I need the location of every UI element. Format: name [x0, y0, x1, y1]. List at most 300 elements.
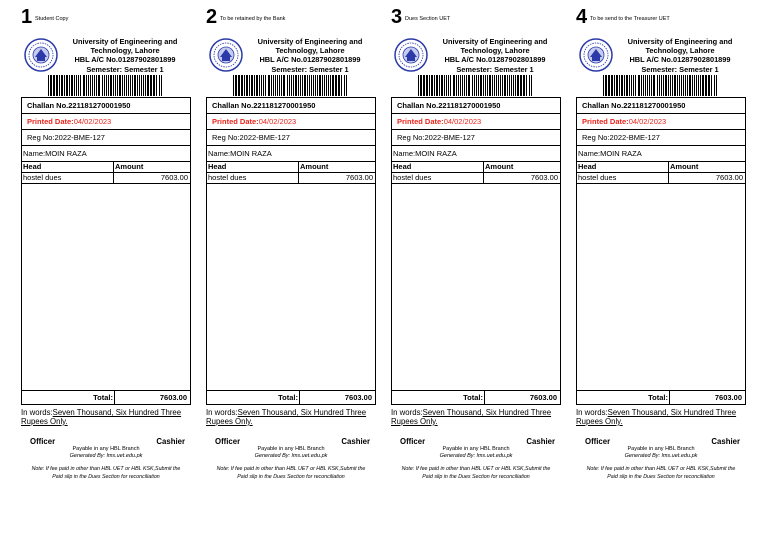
university-logo-icon [24, 38, 58, 72]
reg-number: Reg No:2022-BME-127 [577, 130, 745, 146]
note-line1: Note: If fee paid in other than HBL UET or HBL KSK,Submit the [216, 466, 366, 472]
copy-number: 3 [391, 6, 403, 28]
fee-head: hostel dues [577, 173, 669, 183]
barcode-bar [281, 75, 282, 96]
table-header [207, 162, 375, 173]
semester: Semester: Semester 1 [456, 64, 534, 74]
fee-head: hostel dues [22, 173, 114, 183]
barcode-bar [88, 75, 89, 96]
barcode-bar [141, 75, 142, 96]
total-amount: 7603.00 [344, 393, 372, 402]
barcode-bar [56, 75, 58, 96]
barcode-bar [104, 75, 105, 96]
barcode-bar [322, 75, 323, 96]
barcode-bar [423, 75, 425, 96]
barcode-bar [74, 75, 75, 96]
generated-by: Generated By: lms.uet.edu.pk [439, 453, 513, 459]
barcode-bar [643, 75, 644, 96]
barcode-bar [341, 75, 342, 96]
barcode-bar [313, 75, 314, 96]
cashier-signature-label: Cashier [711, 437, 740, 446]
blank-area [22, 184, 190, 391]
barcode-bar [153, 75, 155, 96]
barcode-bar [694, 75, 695, 96]
note-line2: Paid slip in the Dues Section for reconciliation [607, 473, 715, 480]
university-logo-icon [394, 38, 428, 72]
barcode-bar [295, 75, 297, 96]
printed-date-value: 04/02/2023 [258, 117, 297, 126]
barcode-bar [641, 75, 642, 96]
words-label: In words: [391, 408, 423, 417]
challan-box [391, 97, 561, 405]
blank-area [577, 184, 745, 391]
printed-date [577, 114, 745, 130]
barcode-bar [702, 75, 704, 96]
words-label: In words: [206, 408, 238, 417]
barcode-bar [90, 75, 91, 96]
printed-date-value: 04/02/2023 [443, 117, 482, 126]
student-name: Name:MOIN RAZA [577, 146, 745, 162]
university-name-line2: Technology, Lahore [275, 46, 345, 56]
total-amount: 7603.00 [529, 393, 557, 402]
barcode-bar [708, 75, 710, 96]
university-name-line1: University of Engineering and [442, 37, 548, 46]
barcode-bar [429, 75, 430, 96]
university-name-line1: University of Engineering and [72, 37, 178, 46]
barcode-bar [113, 75, 114, 96]
university-logo-icon [209, 38, 243, 72]
total-row [392, 391, 560, 404]
amount-column-header: Amount [300, 162, 329, 171]
barcode-bar [492, 75, 493, 96]
barcode-bar [119, 75, 121, 96]
barcode-bar [679, 75, 680, 96]
barcode-bar [338, 75, 340, 96]
note-line1: Note: If fee paid in other than HBL UET or HBL KSK,Submit the [586, 466, 736, 472]
barcode-bar [466, 75, 467, 96]
barcode-bar [418, 75, 419, 96]
total-row [577, 391, 745, 404]
words-line1: Seven Thousand, Six Hundred Three [237, 408, 367, 417]
reg-number: Reg No:2022-BME-127 [207, 130, 375, 146]
barcode-bar [624, 75, 625, 96]
barcode-bar [246, 75, 248, 96]
fee-head: hostel dues [392, 173, 484, 183]
payable-note: Payable in any HBL Branch [442, 446, 510, 452]
amount-in-words [576, 408, 746, 426]
barcode [602, 75, 720, 96]
barcode-bar [319, 75, 321, 96]
reconciliation-note [21, 466, 191, 481]
barcode-bar [128, 75, 129, 96]
barcode-bar [483, 75, 484, 96]
barcode-bar [98, 75, 100, 96]
challan-box [206, 97, 376, 405]
barcode-bar [608, 75, 610, 96]
barcode-bar [631, 75, 632, 96]
table-row [207, 173, 375, 184]
note-line2: Paid slip in the Dues Section for reconciliation [52, 473, 160, 480]
barcode-bar [283, 75, 285, 96]
barcode-bar [261, 75, 262, 96]
words-line1: Seven Thousand, Six Hundred Three [607, 408, 737, 417]
reconciliation-note [391, 466, 561, 481]
total-label: Total: [392, 391, 485, 404]
generated-by: Generated By: lms.uet.edu.pk [69, 453, 143, 459]
barcode-bar [86, 75, 87, 96]
challan-number: Challan No.221181270001950 [22, 98, 190, 114]
barcode [47, 75, 165, 96]
payable-note: Payable in any HBL Branch [627, 446, 695, 452]
barcode-bar [605, 75, 607, 96]
barcode-bar [130, 75, 131, 96]
barcode-bar [635, 75, 636, 96]
amount-in-words [391, 408, 561, 426]
challan-number: Challan No.221181270001950 [207, 98, 375, 114]
barcode-bar [233, 75, 234, 96]
barcode-bar [241, 75, 243, 96]
challan-copy-2 [206, 6, 376, 496]
barcode-bar [489, 75, 491, 96]
barcode-bar [496, 75, 497, 96]
barcode-bar [453, 75, 455, 96]
reg-number: Reg No:2022-BME-127 [392, 130, 560, 146]
barcode-bar [526, 75, 527, 96]
barcode-bar [69, 75, 70, 96]
barcode-bar [687, 75, 688, 96]
barcode-bar [500, 75, 501, 96]
barcode-bar [71, 75, 73, 96]
total-label: Total: [207, 391, 300, 404]
barcode-bar [474, 75, 475, 96]
barcode-bar [137, 75, 138, 96]
barcode-bar [147, 75, 149, 96]
barcode-bar [108, 75, 109, 96]
total-row [22, 391, 190, 404]
semester: Semester: Semester 1 [86, 64, 164, 74]
barcode-bar [480, 75, 482, 96]
table-row [392, 173, 560, 184]
barcode-bar [48, 75, 49, 96]
barcode-bar [251, 75, 253, 96]
total-label: Total: [577, 391, 670, 404]
printed-date-value: 04/02/2023 [73, 117, 112, 126]
table-header [577, 162, 745, 173]
barcode-bar [476, 75, 477, 96]
barcode-bar [275, 75, 276, 96]
barcode-bar [304, 75, 306, 96]
words-line1: Seven Thousand, Six Hundred Three [52, 408, 182, 417]
barcode-bar [431, 75, 433, 96]
barcode-bar [523, 75, 525, 96]
barcode-bar [689, 75, 691, 96]
barcode-bar [603, 75, 604, 96]
barcode-bar [150, 75, 152, 96]
blank-area [207, 184, 375, 391]
fee-head: hostel dues [207, 173, 299, 183]
reconciliation-note [576, 466, 746, 481]
challan-number: Challan No.221181270001950 [577, 98, 745, 114]
barcode-bar [665, 75, 667, 96]
barcode-bar [683, 75, 684, 96]
barcode-bar [434, 75, 435, 96]
barcode-bar [507, 75, 508, 96]
barcode-bar [298, 75, 299, 96]
barcode-bar [273, 75, 274, 96]
total-amount: 7603.00 [714, 393, 742, 402]
barcode-bar [698, 75, 699, 96]
university-logo-icon [579, 38, 613, 72]
student-name: Name:MOIN RAZA [207, 146, 375, 162]
barcode-bar [66, 75, 68, 96]
amount-column-header: Amount [115, 162, 144, 171]
barcode-bar [681, 75, 682, 96]
barcode-bar [122, 75, 123, 96]
fee-amount: 7603.00 [530, 173, 558, 182]
copy-label: To be retained by the Bank [220, 16, 286, 22]
cashier-signature-label: Cashier [156, 437, 185, 446]
printed-date [22, 114, 190, 130]
copy-label: Student Copy [35, 16, 69, 22]
barcode-bar [502, 75, 503, 96]
printed-date [392, 114, 560, 130]
barcode-bar [653, 75, 655, 96]
head-column-header: Head [577, 162, 669, 172]
barcode-bar [259, 75, 260, 96]
barcode-bar [244, 75, 245, 96]
barcode-bar [498, 75, 499, 96]
generated-by: Generated By: lms.uet.edu.pk [624, 453, 698, 459]
printed-date-value: 04/02/2023 [628, 117, 667, 126]
barcode-bar [249, 75, 250, 96]
printed-date-label: Printed Date: [582, 117, 629, 126]
barcode-bar [76, 75, 77, 96]
challan-copy-4 [576, 6, 746, 496]
barcode-bar [80, 75, 81, 96]
university-name-line1: University of Engineering and [257, 37, 363, 46]
head-column-header: Head [22, 162, 114, 172]
table-row [22, 173, 190, 184]
barcode-bar [647, 75, 648, 96]
barcode-bar [692, 75, 693, 96]
barcode-bar [346, 75, 347, 96]
reconciliation-note [206, 466, 376, 481]
total-label: Total: [22, 391, 115, 404]
barcode-bar [513, 75, 514, 96]
payable-note: Payable in any HBL Branch [72, 446, 140, 452]
semester: Semester: Semester 1 [641, 64, 719, 74]
barcode-bar [456, 75, 457, 96]
barcode-bar [277, 75, 278, 96]
barcode-bar [478, 75, 479, 96]
head-column-header: Head [392, 162, 484, 172]
barcode-bar [317, 75, 318, 96]
barcode-bar [487, 75, 488, 96]
barcode-bar [291, 75, 292, 96]
barcode-bar [670, 75, 671, 96]
university-name-line2: Technology, Lahore [90, 46, 160, 56]
barcode-bar [426, 75, 428, 96]
barcode-bar [61, 75, 63, 96]
barcode-bar [661, 75, 662, 96]
barcode-bar [102, 75, 103, 96]
university-name-line2: Technology, Lahore [460, 46, 530, 56]
barcode-bar [324, 75, 325, 96]
printed-date-label: Printed Date: [212, 117, 259, 126]
barcode-bar [529, 75, 530, 96]
barcode-bar [633, 75, 634, 96]
officer-signature-label: Officer [585, 437, 611, 446]
barcode-bar [616, 75, 618, 96]
barcode-bar [330, 75, 331, 96]
barcode [417, 75, 535, 96]
barcode-bar [132, 75, 133, 96]
barcode-bar [700, 75, 701, 96]
barcode-bar [659, 75, 660, 96]
barcode-bar [685, 75, 686, 96]
challan-copy-3 [391, 6, 561, 496]
amount-column-header: Amount [670, 162, 699, 171]
barcode-bar [159, 75, 160, 96]
fee-amount: 7603.00 [160, 173, 188, 182]
university-header [246, 37, 374, 74]
barcode-bar [448, 75, 449, 96]
barcode-bar [315, 75, 316, 96]
table-row [577, 173, 745, 184]
barcode-bar [50, 75, 52, 96]
university-name-line2: Technology, Lahore [645, 46, 715, 56]
barcode-bar [279, 75, 280, 96]
barcode-bar [485, 75, 486, 96]
barcode-bar [287, 75, 288, 96]
printed-date-label: Printed Date: [397, 117, 444, 126]
barcode-bar [638, 75, 640, 96]
reg-number: Reg No:2022-BME-127 [22, 130, 190, 146]
barcode-bar [446, 75, 447, 96]
barcode-bar [444, 75, 445, 96]
barcode-bar [458, 75, 459, 96]
barcode-bar [124, 75, 125, 96]
amount-in-words [206, 408, 376, 426]
barcode-bar [436, 75, 438, 96]
blank-area [392, 184, 560, 391]
words-line2: Rupees Only. [576, 417, 623, 426]
words-line2: Rupees Only. [206, 417, 253, 426]
barcode-bar [268, 75, 270, 96]
barcode-bar [106, 75, 107, 96]
barcode-bar [626, 75, 628, 96]
note-line1: Note: If fee paid in other than HBL UET or HBL KSK,Submit the [31, 466, 181, 472]
university-header [431, 37, 559, 74]
barcode-bar [509, 75, 510, 96]
barcode-bar [520, 75, 522, 96]
barcode-bar [134, 75, 136, 96]
barcode-bar [619, 75, 620, 96]
barcode-bar [96, 75, 97, 96]
barcode-bar [504, 75, 506, 96]
fee-amount: 7603.00 [345, 173, 373, 182]
generated-by: Generated By: lms.uet.edu.pk [254, 453, 328, 459]
university-header [61, 37, 189, 74]
copy-number: 1 [21, 6, 33, 28]
barcode-bar [311, 75, 312, 96]
words-line1: Seven Thousand, Six Hundred Three [422, 408, 552, 417]
student-name: Name:MOIN RAZA [22, 146, 190, 162]
payable-note: Payable in any HBL Branch [257, 446, 325, 452]
barcode-bar [300, 75, 301, 96]
barcode-bar [621, 75, 623, 96]
challan-number: Challan No.221181270001950 [392, 98, 560, 114]
barcode-bar [462, 75, 463, 96]
note-line2: Paid slip in the Dues Section for reconciliation [422, 473, 530, 480]
barcode-bar [53, 75, 55, 96]
challan-box [576, 97, 746, 405]
barcode-bar [450, 75, 451, 96]
barcode-bar [668, 75, 669, 96]
barcode-bar [126, 75, 127, 96]
note-line1: Note: If fee paid in other than HBL UET or HBL KSK,Submit the [401, 466, 551, 472]
barcode-bar [344, 75, 345, 96]
barcode-bar [441, 75, 443, 96]
barcode-bar [83, 75, 85, 96]
barcode-bar [651, 75, 652, 96]
copy-number: 2 [206, 6, 218, 28]
challan-box [21, 97, 191, 405]
cashier-signature-label: Cashier [526, 437, 555, 446]
head-column-header: Head [207, 162, 299, 172]
words-line2: Rupees Only. [391, 417, 438, 426]
challan-copy-1 [21, 6, 191, 496]
bank-account: HBL A/C No.01287902801899 [629, 55, 731, 65]
table-header [22, 162, 190, 173]
words-label: In words: [576, 408, 608, 417]
bank-account: HBL A/C No.01287902801899 [444, 55, 546, 65]
copy-label: Dues Section UET [405, 16, 451, 22]
officer-signature-label: Officer [30, 437, 56, 446]
barcode-bar [714, 75, 715, 96]
barcode-bar [271, 75, 272, 96]
barcode-bar [614, 75, 615, 96]
barcode-bar [115, 75, 116, 96]
barcode-bar [420, 75, 422, 96]
words-label: In words: [21, 408, 53, 417]
bank-account: HBL A/C No.01287902801899 [74, 55, 176, 65]
barcode-bar [328, 75, 329, 96]
barcode-bar [110, 75, 112, 96]
barcode-bar [468, 75, 470, 96]
barcode-bar [307, 75, 308, 96]
barcode-bar [674, 75, 676, 96]
barcode-bar [309, 75, 310, 96]
barcode-bar [64, 75, 65, 96]
barcode-bar [293, 75, 294, 96]
barcode-bar [139, 75, 140, 96]
student-name: Name:MOIN RAZA [392, 146, 560, 162]
barcode-bar [711, 75, 712, 96]
barcode-bar [238, 75, 240, 96]
barcode-bar [117, 75, 118, 96]
barcode-bar [161, 75, 162, 96]
copy-number: 4 [576, 6, 588, 28]
amount-column-header: Amount [485, 162, 514, 171]
printed-date-label: Printed Date: [27, 117, 74, 126]
barcode-bar [515, 75, 516, 96]
barcode-bar [335, 75, 337, 96]
table-header [392, 162, 560, 173]
words-line2: Rupees Only. [21, 417, 68, 426]
university-name-line1: University of Engineering and [627, 37, 733, 46]
amount-in-words [21, 408, 191, 426]
